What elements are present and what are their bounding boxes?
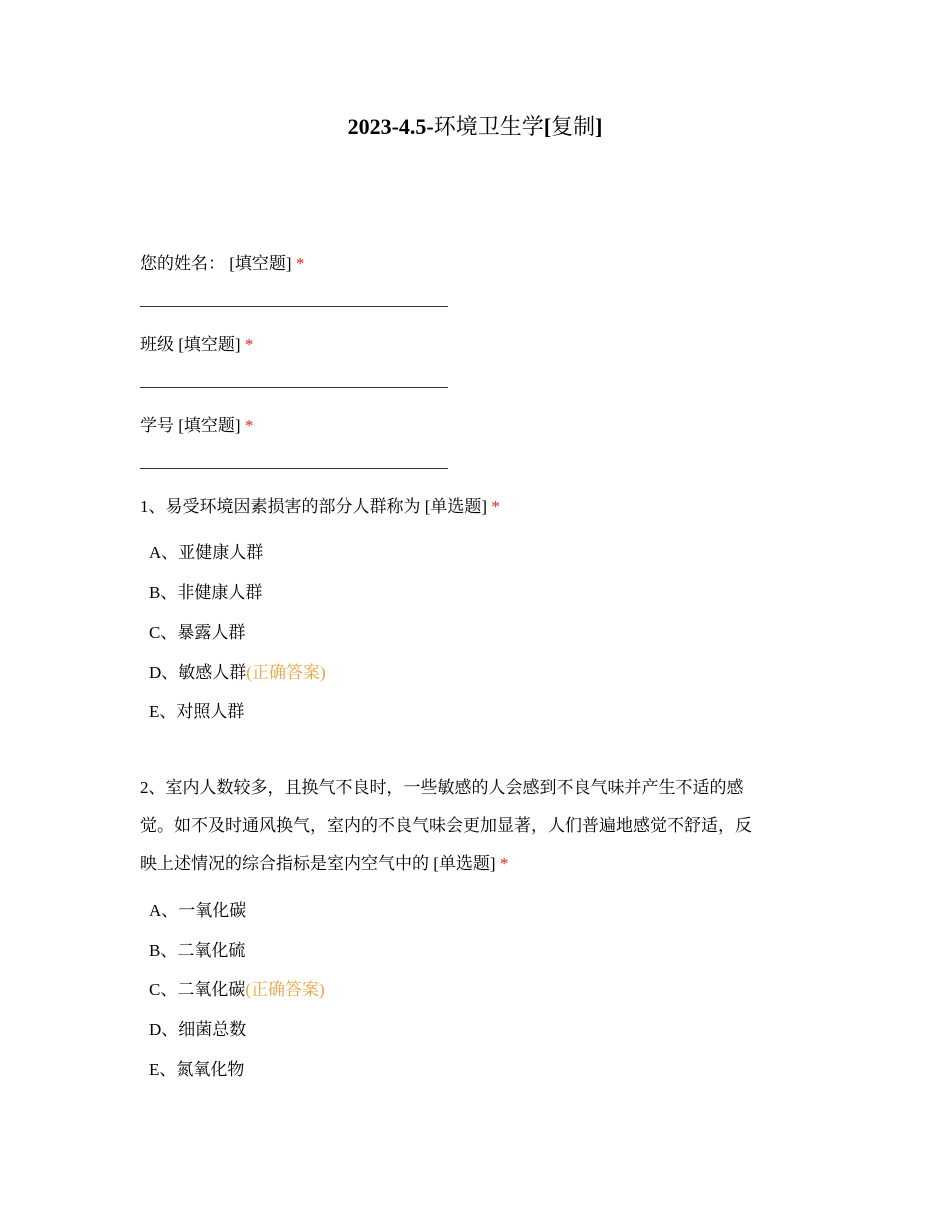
- correct-answer-note: (正确答案): [245, 980, 325, 999]
- title-name: 环境卫生学: [433, 114, 544, 139]
- option-text: D、敏感人群: [149, 663, 247, 682]
- title-close-bracket: ]: [595, 114, 603, 139]
- question-label: 学号: [140, 416, 174, 435]
- option-text: C、暴露人群: [149, 623, 246, 642]
- option-text: D、细菌总数: [149, 1020, 247, 1039]
- question-1: [140, 495, 500, 519]
- question-student-id: [140, 414, 253, 438]
- required-mark: *: [244, 335, 254, 354]
- question-text-line-last: [140, 845, 820, 883]
- q1-option-c[interactable]: [149, 621, 245, 645]
- required-mark: *: [491, 497, 500, 516]
- title-prefix: 2023-4.5-: [347, 114, 434, 139]
- option-text: A、亚健康人群: [149, 543, 264, 562]
- option-text: A、一氧化碳: [149, 901, 247, 920]
- required-mark: *: [499, 854, 509, 873]
- option-text: B、非健康人群: [149, 583, 263, 602]
- option-text: E、对照人群: [149, 702, 245, 721]
- question-type: [单选题]: [429, 854, 496, 873]
- question-class: [140, 333, 253, 357]
- required-mark: *: [295, 254, 305, 273]
- question-label: 您的姓名：: [140, 254, 225, 273]
- question-type: [单选题]: [420, 497, 488, 516]
- question-text-line: 觉。如不及时通风换气，室内的不良气味会更加显著，人们普遍地感觉不舒适，反: [140, 816, 752, 835]
- correct-answer-note: (正确答案): [246, 663, 326, 682]
- student-id-answer-line[interactable]: [140, 468, 448, 469]
- question-name: [140, 252, 304, 276]
- required-mark: *: [244, 416, 254, 435]
- question-text: 1、易受环境因素损害的部分人群称为: [140, 497, 421, 516]
- q2-option-d[interactable]: [149, 1018, 246, 1042]
- q1-option-a[interactable]: [149, 541, 263, 565]
- question-label: 班级: [140, 335, 174, 354]
- option-text: C、二氧化碳: [149, 980, 246, 999]
- option-text: B、二氧化硫: [149, 941, 246, 960]
- q2-option-c[interactable]: [149, 978, 325, 1002]
- q2-option-a[interactable]: [149, 899, 246, 923]
- q2-option-b[interactable]: [149, 939, 245, 963]
- name-answer-line[interactable]: [140, 306, 448, 307]
- question-type: [填空题]: [225, 254, 292, 273]
- title-suffix: 复制: [551, 114, 596, 139]
- question-2: [140, 769, 820, 883]
- class-answer-line[interactable]: [140, 387, 448, 388]
- page-title: [0, 112, 950, 142]
- q1-option-d[interactable]: [149, 661, 326, 685]
- question-type: [填空题]: [174, 335, 241, 354]
- question-type: [填空题]: [174, 416, 241, 435]
- option-text: E、氮氧化物: [149, 1060, 245, 1079]
- title-open-bracket: [: [543, 114, 552, 139]
- q1-option-e[interactable]: [149, 700, 244, 724]
- question-text-tail: 映上述情况的综合指标是室内空气中的: [140, 854, 429, 873]
- question-text-line: 2、室内人数较多，且换气不良时，一些敏感的人会感到不良气味并产生不适的感: [140, 778, 744, 797]
- q2-option-e[interactable]: [149, 1058, 244, 1082]
- q1-option-b[interactable]: [149, 581, 262, 605]
